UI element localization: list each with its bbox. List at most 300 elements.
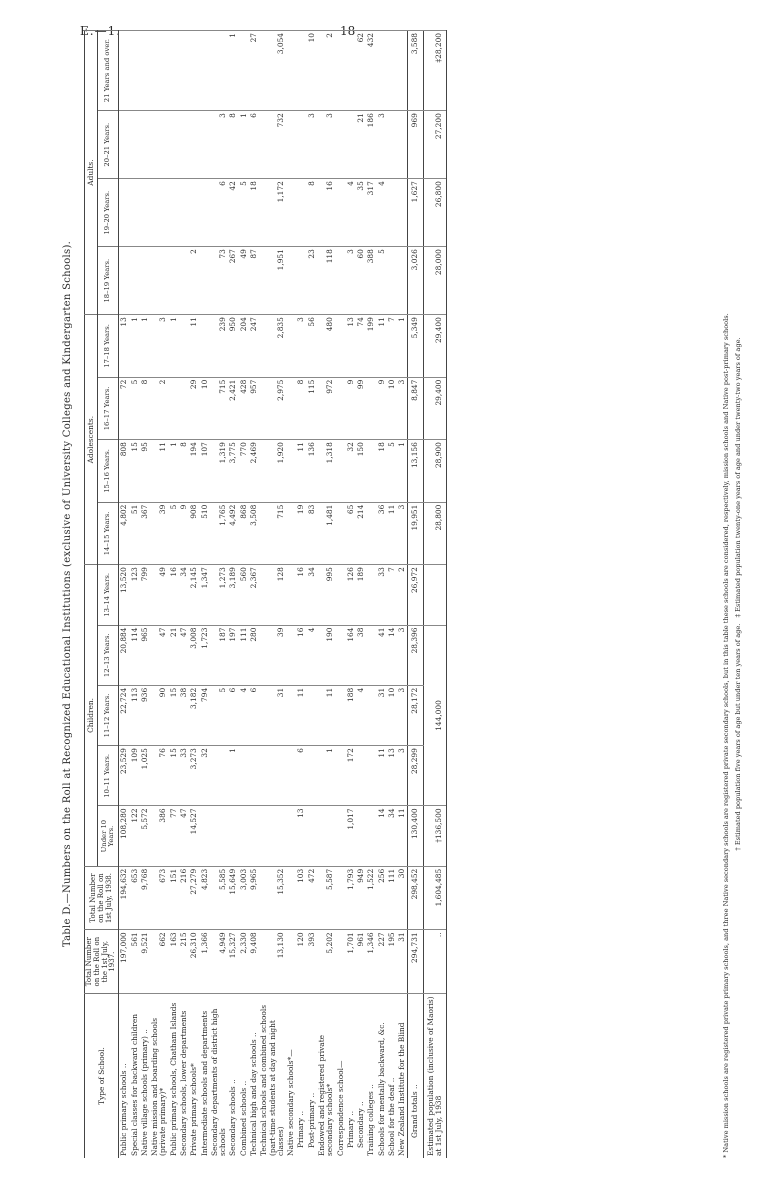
table-cell: 34 (307, 565, 317, 625)
table-cell: 1,627 (408, 179, 423, 247)
table-cell (200, 111, 210, 179)
table-cell: 18 (249, 179, 259, 247)
table-cell: 13,520 (119, 565, 130, 625)
table-cell: 8,847 (408, 377, 423, 440)
table-cell: 9 (179, 502, 189, 565)
table-cell (130, 179, 140, 247)
table-cell: 1,701 (346, 930, 356, 994)
table-cell (336, 866, 346, 930)
table-cell: 1 (228, 31, 238, 111)
table-cell: 26,800 (423, 179, 447, 247)
table-cell: 28,299 (408, 746, 423, 806)
table-cell: 1,366 (200, 930, 210, 994)
table-cell (307, 806, 317, 866)
table-cell: 23,529 (119, 746, 130, 806)
table-cell: 1,951 (259, 247, 286, 315)
col-header-total-1938: Total Number on the Roll on 1st July, 1938. (85, 866, 119, 930)
estimated-population-row (423, 31, 447, 1159)
table-cell: 432 (366, 31, 376, 111)
table-cell: 5,202 (317, 930, 336, 994)
table-cell: 3 (377, 111, 387, 179)
table-cell (130, 31, 140, 111)
table-cell: 11 (377, 315, 387, 378)
table-cell: 950 (228, 315, 238, 378)
row-label: Native secondary schools*— (286, 994, 296, 1159)
table-cell: 111 (387, 866, 397, 930)
table-cell: 3 (397, 746, 408, 806)
table-cell: 29 (189, 377, 199, 440)
table-cell: 35 (356, 179, 366, 247)
table-cell: 99 (356, 377, 366, 440)
row-label: Secondary .. (356, 994, 366, 1159)
table-cell (366, 440, 376, 503)
table-cell: 122 (130, 806, 140, 866)
table-cell: 36 (377, 502, 387, 565)
table-cell: 3,508 (249, 502, 259, 565)
table-cell (189, 31, 199, 111)
table-cell: 2,145 (189, 565, 199, 625)
table-cell: 87 (249, 247, 259, 315)
table-cell (119, 111, 130, 179)
table-cell (169, 31, 179, 111)
table-cell (356, 806, 366, 866)
table-cell: 5,585 (210, 866, 229, 930)
table-cell: 6 (249, 685, 259, 745)
table-cell: 47 (150, 625, 169, 685)
table-row (377, 31, 387, 1159)
table-cell (336, 247, 346, 315)
table-cell: 2,975 (259, 377, 286, 440)
footnote-daggers (734, 30, 742, 1158)
table-cell: 15,352 (259, 866, 286, 930)
col-header-age: 16–17 Years. (98, 377, 119, 440)
col-header-age: 15–16 Years. (98, 440, 119, 503)
table-cell: 19,951 (408, 502, 423, 565)
table-cell (336, 179, 346, 247)
table-cell: 13,130 (259, 930, 286, 994)
table-cell: 393 (307, 930, 317, 994)
table-cell: 367 (140, 502, 150, 565)
table-cell (249, 746, 259, 806)
grand-totals-row (408, 31, 423, 1159)
table-cell: 13 (346, 315, 356, 378)
roll-table-body (119, 31, 408, 1159)
table-cell: 15 (169, 685, 179, 745)
table-cell: 31 (259, 685, 286, 745)
row-label: Secondary departments of district high schools (210, 994, 229, 1159)
col-header-age: 13–14 Years. (98, 565, 119, 625)
table-cell (239, 746, 249, 806)
table-cell: 5,572 (140, 806, 150, 866)
row-label: School for the deaf .. (387, 994, 397, 1159)
table-cell: 28,900 (423, 440, 447, 503)
table-cell: 1 (228, 746, 238, 806)
table-cell: 9 (346, 377, 356, 440)
table-cell: 187 (210, 625, 229, 685)
table-cell: 9,768 (140, 866, 150, 930)
table-cell: 16 (296, 625, 306, 685)
row-label: New Zealand Institute for the Blind (397, 994, 408, 1159)
table-cell (169, 179, 179, 247)
table-cell (423, 565, 447, 625)
table-cell (317, 806, 336, 866)
table-cell: 1,920 (259, 440, 286, 503)
col-header-age: 12–13 Years. (98, 625, 119, 685)
table-cell: 72 (119, 377, 130, 440)
table-cell (397, 111, 408, 179)
table-cell: 14,527 (189, 806, 199, 866)
table-cell: 294,731 (408, 930, 423, 994)
table-cell (336, 625, 346, 685)
table-cell (366, 806, 376, 866)
table-cell: 21 (169, 625, 179, 685)
table-cell: 13 (387, 746, 397, 806)
table-cell: 2,330 (239, 930, 249, 994)
table-cell: 247 (249, 315, 259, 378)
table-cell: 16 (169, 565, 179, 625)
table-cell: 969 (408, 111, 423, 179)
table-cell: 21 (356, 111, 366, 179)
table-cell (200, 806, 210, 866)
table-cell: 7 (387, 315, 397, 378)
table-cell: 10 (387, 377, 397, 440)
rotated-table-block (62, 30, 762, 1158)
table-cell: 794 (200, 685, 210, 745)
table-cell: 936 (140, 685, 150, 745)
table-cell: 8 (140, 377, 150, 440)
table-cell: 510 (200, 502, 210, 565)
table-cell: 172 (346, 746, 356, 806)
table-cell (286, 685, 296, 745)
table-cell: .. (423, 930, 447, 994)
table-cell: 1 (397, 315, 408, 378)
table-cell: 15 (169, 746, 179, 806)
table-cell: 972 (317, 377, 336, 440)
table-cell (259, 746, 286, 806)
table-cell: ‡28,200 (423, 31, 447, 111)
table-cell (150, 179, 169, 247)
table-cell: 908 (189, 502, 199, 565)
table-cell (189, 179, 199, 247)
table-cell: 3,775 (228, 440, 238, 503)
table-cell (387, 247, 397, 315)
table-cell: 715 (259, 502, 286, 565)
table-cell: 673 (150, 866, 169, 930)
table-cell: 13 (119, 315, 130, 378)
table-cell: 29,400 (423, 315, 447, 378)
row-label: Primary .. (346, 994, 356, 1159)
table-cell: 197,000 (119, 930, 130, 994)
table-cell: 1 (317, 746, 336, 806)
table-row (200, 31, 210, 1159)
table-cell: 11 (189, 315, 199, 378)
table-cell (336, 440, 346, 503)
table-cell (286, 806, 296, 866)
table-cell: 163 (169, 930, 179, 994)
table-cell: 56 (307, 315, 317, 378)
table-cell: 11 (317, 685, 336, 745)
table-cell: 27,200 (423, 111, 447, 179)
table-cell (296, 111, 306, 179)
table-cell: 204 (239, 315, 249, 378)
table-cell: 3 (317, 111, 336, 179)
table-cell: 32 (346, 440, 356, 503)
table-cell: 1 (140, 315, 150, 378)
table-cell: 49 (150, 565, 169, 625)
table-cell (140, 111, 150, 179)
table-cell: 83 (307, 502, 317, 565)
row-label: Special classes for backward children (130, 994, 140, 1159)
footnote-star: * Native mission schools are registered private primary schools, and three Native secondary schools are registered private secondary schools, but in this table these schools are considered, respectively, mission schools and Native post-primary schools. (722, 313, 730, 1158)
table-cell: 76 (150, 746, 169, 806)
table-row (307, 31, 317, 1159)
table-row (179, 31, 189, 1159)
table-cell: 4,823 (200, 866, 210, 930)
table-cell: 961 (356, 930, 366, 994)
table-row (249, 31, 259, 1159)
col-header-total-1937: Total Number on the Roll on the 1st July, 1937. (85, 930, 119, 994)
table-cell: 2 (397, 565, 408, 625)
table-row (317, 31, 336, 1159)
table-cell (336, 685, 346, 745)
table-cell: 62 (356, 31, 366, 111)
table-cell (286, 746, 296, 806)
table-cell: 6 (296, 746, 306, 806)
table-cell: 126 (346, 565, 356, 625)
table-cell (210, 806, 229, 866)
table-cell: 77 (169, 806, 179, 866)
table-cell: 1,765 (210, 502, 229, 565)
table-cell: 298,452 (408, 866, 423, 930)
table-cell: 3 (397, 625, 408, 685)
table-cell (179, 179, 189, 247)
table-cell: 4 (307, 625, 317, 685)
table-cell (336, 565, 346, 625)
table-cell (179, 315, 189, 378)
table-cell (286, 111, 296, 179)
table-cell: 109 (130, 746, 140, 806)
table-cell: 26,310 (189, 930, 199, 994)
table-cell: 6 (228, 685, 238, 745)
table-cell: 3,189 (228, 565, 238, 625)
table-cell: 957 (249, 377, 259, 440)
table-cell: 1,172 (259, 179, 286, 247)
table-cell: 5 (130, 377, 140, 440)
table-row (356, 31, 366, 1159)
table-cell (387, 179, 397, 247)
table-cell: 11 (397, 806, 408, 866)
table-row (210, 31, 229, 1159)
table-cell: 5 (169, 502, 179, 565)
table-cell: 115 (307, 377, 317, 440)
table-cell: 7 (387, 565, 397, 625)
table-row (286, 31, 296, 1159)
table-cell: 38 (179, 685, 189, 745)
table-cell (179, 377, 189, 440)
table-cell: 34 (179, 565, 189, 625)
table-cell: 194,632 (119, 866, 130, 930)
table-cell: 16 (317, 179, 336, 247)
table-cell: 65 (346, 502, 356, 565)
table-cell: 13,156 (408, 440, 423, 503)
table-cell: 15,327 (228, 930, 238, 994)
table-cell: 113 (130, 685, 140, 745)
row-label: Technical schools and combined schools (part-time students at day and night classes) (259, 994, 286, 1159)
group-header-children: Children. (85, 565, 98, 867)
table-cell: 2,421 (228, 377, 238, 440)
table-cell: 1 (169, 315, 179, 378)
row-label: Secondary schools, lower departments (179, 994, 189, 1159)
table-cell (179, 31, 189, 111)
table-cell: 4 (346, 179, 356, 247)
table-cell: 34 (387, 806, 397, 866)
table-cell: 29,400 (423, 377, 447, 440)
table-cell (179, 247, 189, 315)
table-cell (130, 111, 140, 179)
table-cell: 33 (179, 746, 189, 806)
table-cell: 118 (317, 247, 336, 315)
row-label: Schools for mentally backward, &c. (377, 994, 387, 1159)
table-cell: 38 (356, 625, 366, 685)
table-cell: 5,587 (317, 866, 336, 930)
table-cell: 732 (259, 111, 286, 179)
table-cell: 1,017 (346, 806, 356, 866)
table-cell: 5 (210, 685, 229, 745)
row-label: Technical high and day schools .. (249, 994, 259, 1159)
table-cell: 3,054 (259, 31, 286, 111)
table-cell: 4 (239, 685, 249, 745)
table-cell: 11 (296, 440, 306, 503)
table-cell: 14 (387, 625, 397, 685)
table-cell: 4 (377, 179, 387, 247)
table-cell (286, 930, 296, 994)
row-label: Public primary schools .. (119, 994, 130, 1159)
table-cell: 8 (228, 111, 238, 179)
table-cell: 3 (397, 502, 408, 565)
row-label: Secondary schools .. (228, 994, 238, 1159)
table-cell: 15,649 (228, 866, 238, 930)
table-cell (286, 315, 296, 378)
table-cell: 108,280 (119, 806, 130, 866)
row-label: Correspondence school— (336, 994, 346, 1159)
table-cell: 3 (346, 247, 356, 315)
table-cell (140, 179, 150, 247)
table-cell: 653 (130, 866, 140, 930)
col-header-age: 10–11 Years. (98, 746, 119, 806)
row-label: Public primary schools, Chatham Islands (169, 994, 179, 1159)
group-header-adolescents: Adolescents. (85, 315, 98, 565)
table-cell: 197 (228, 625, 238, 685)
table-cell: 256 (377, 866, 387, 930)
table-cell: 190 (317, 625, 336, 685)
table-row (336, 31, 346, 1159)
table-cell: 2 (189, 247, 199, 315)
table-cell: 1,346 (366, 930, 376, 994)
table-cell: 1 (130, 315, 140, 378)
table-cell: 5 (239, 179, 249, 247)
table-cell: 136 (307, 440, 317, 503)
table-cell (336, 31, 346, 111)
table-cell (228, 806, 238, 866)
table-cell (356, 746, 366, 806)
table-cell (336, 377, 346, 440)
table-cell: 10 (387, 685, 397, 745)
col-header-age: 20–21 Years. (98, 111, 119, 179)
table-cell: 130,400 (408, 806, 423, 866)
table-cell (366, 625, 376, 685)
table-cell: 715 (210, 377, 229, 440)
table-cell: 808 (119, 440, 130, 503)
col-header-age: 11–12 Years. (98, 685, 119, 745)
table-cell: 317 (366, 179, 376, 247)
table-cell: 10 (200, 377, 210, 440)
table-cell (210, 31, 229, 111)
table-cell (239, 31, 249, 111)
table-cell: 28,000 (423, 247, 447, 315)
table-cell: 1,319 (210, 440, 229, 503)
table-cell: 151 (169, 866, 179, 930)
table-cell: 1 (169, 440, 179, 503)
table-cell: 3,588 (408, 31, 423, 111)
col-header-age: 21 Years and over. (98, 31, 119, 111)
table-cell: 39 (150, 502, 169, 565)
table-row (119, 31, 130, 1159)
table-cell: 3 (307, 111, 317, 179)
table-cell: 3 (397, 685, 408, 745)
table-cell: 4,949 (210, 930, 229, 994)
table-cell: 47 (179, 806, 189, 866)
table-cell: 995 (317, 565, 336, 625)
table-cell: 214 (356, 502, 366, 565)
table-cell: 560 (239, 565, 249, 625)
table-cell: 2 (317, 31, 336, 111)
row-label: Native village schools (primary) .. (140, 994, 150, 1159)
table-cell: 4,492 (228, 502, 238, 565)
table-cell: 2,835 (259, 315, 286, 378)
table-cell: 386 (150, 806, 169, 866)
table-cell: 9,965 (249, 866, 259, 930)
table-cell: 1,347 (200, 565, 210, 625)
table-row (259, 31, 286, 1159)
table-cell: 28,172 (408, 685, 423, 745)
table-cell (366, 377, 376, 440)
table-cell: 11 (387, 502, 397, 565)
table-cell: 3 (296, 315, 306, 378)
table-cell: 5 (377, 247, 387, 315)
table-cell: 144,000 (423, 625, 447, 806)
table-cell: 1 (239, 111, 249, 179)
table-row (397, 31, 408, 1159)
table-cell: 227 (377, 930, 387, 994)
table-cell: 15 (130, 440, 140, 503)
table-cell: 19 (296, 502, 306, 565)
table-cell: 6 (210, 179, 229, 247)
table-cell (200, 179, 210, 247)
table-cell: 30 (397, 866, 408, 930)
table-cell: 31 (377, 685, 387, 745)
table-cell: 16 (296, 565, 306, 625)
col-header-age: 14–15 Years. (98, 502, 119, 565)
table-cell (189, 111, 199, 179)
table-cell: 1,604,485 (423, 866, 447, 930)
table-cell: 770 (239, 440, 249, 503)
table-cell (286, 502, 296, 565)
row-label: Intermediate schools and departments (200, 994, 210, 1159)
table-cell (286, 179, 296, 247)
table-cell (249, 806, 259, 866)
table-cell: 280 (249, 625, 259, 685)
table-cell: 9 (377, 377, 387, 440)
